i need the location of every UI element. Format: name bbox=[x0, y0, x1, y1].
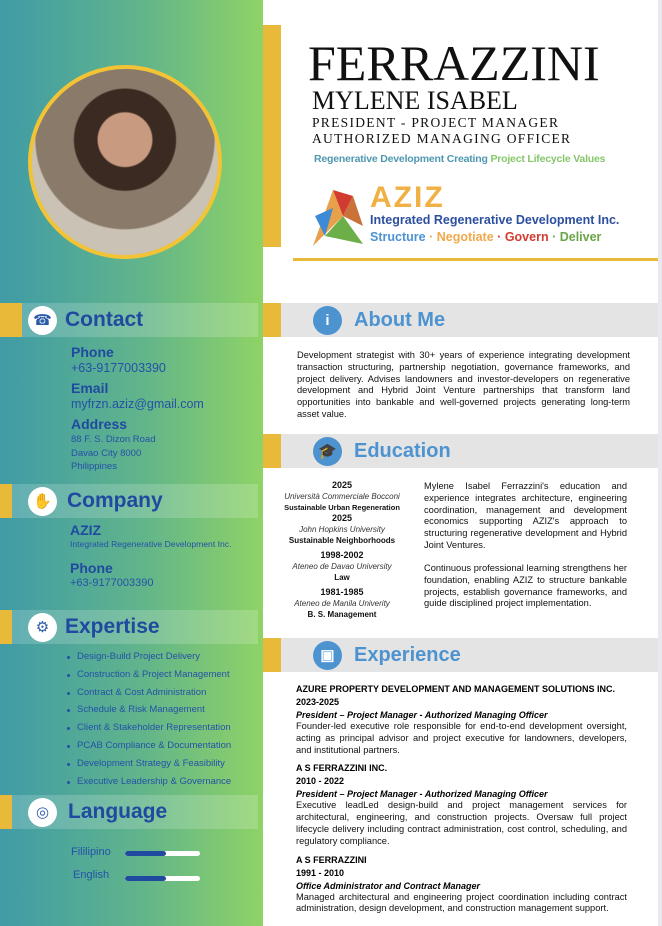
expertise-list bbox=[67, 651, 231, 793]
education-paragraph: Mylene Isabel Ferrazzini's education and experience integrates architecture, engineering coordination, management and development economics supporting AZIZ's approach to structuring regenerative development and Hybrid Joint Ventures. bbox=[424, 481, 627, 550]
header-accent-bar bbox=[263, 25, 281, 247]
job-title-1: PRESIDENT - PROJECT MANAGER bbox=[312, 115, 560, 130]
education-heading: Education bbox=[354, 440, 451, 462]
address-label: Address bbox=[71, 416, 128, 432]
about-heading: About Me bbox=[354, 309, 446, 331]
education-header bbox=[263, 434, 658, 468]
expertise-item: Schedule & Risk Management bbox=[67, 704, 231, 722]
language-level-fill bbox=[125, 851, 166, 856]
surname: FERRAZZINI bbox=[308, 35, 600, 91]
expertise-item: PCAB Compliance & Documentation bbox=[67, 740, 231, 758]
education-entry: 1981-1985 Ateneo de Manila Univerity B. S. Management bbox=[294, 587, 390, 619]
header-divider bbox=[293, 258, 658, 261]
address-line: Philippines bbox=[71, 461, 117, 472]
experience-list bbox=[296, 683, 627, 915]
job-title-2: AUTHORIZED MANAGING OFFICER bbox=[312, 131, 572, 146]
expertise-heading: Expertise bbox=[65, 615, 160, 638]
language-name: Fililipino bbox=[71, 846, 111, 858]
email-label: Email bbox=[71, 380, 109, 396]
handshake-icon: ✋ bbox=[28, 487, 57, 516]
pillar: Govern bbox=[504, 230, 549, 244]
address-line: Davao City 8000 bbox=[71, 447, 142, 459]
language-level-bar bbox=[125, 876, 200, 881]
sidebar bbox=[0, 0, 263, 926]
email-value[interactable]: myfrzn.aziz@gmail.com bbox=[71, 397, 204, 411]
phone-value: +63-9177003390 bbox=[71, 361, 166, 375]
experience-heading: Experience bbox=[354, 644, 461, 666]
tagline bbox=[314, 153, 605, 166]
job-entry: A S FERRAZZINI INC. 2010 - 2022 President – Project Manager - Authorized Managing Officer Executive leadLed design-build and project management services for architectural, engineering, and construction projects. Oversaw full project lifecycle delivery including contract administration, cost control, scheduling, and regulatory compliance. bbox=[296, 763, 627, 846]
contact-header bbox=[0, 303, 258, 337]
company-name: AZIZ bbox=[70, 522, 102, 538]
about-header bbox=[263, 303, 658, 337]
profile-photo bbox=[28, 65, 222, 259]
experience-header bbox=[263, 638, 658, 672]
pillar-separator: · bbox=[552, 230, 557, 244]
contact-book-icon: ☎ bbox=[28, 306, 57, 335]
language-name: English bbox=[73, 869, 110, 881]
language-level-fill bbox=[125, 876, 166, 881]
expertise-header bbox=[0, 610, 258, 644]
about-text: Development strategist with 30+ years of experience integrating development transaction structuring, partnership negotiation, governance frameworks, and project delivery. Advises landowners and investor-developers on regenerative development and Hybrid Joint Venture partnerships that transform land opportunities into bankable and well-governed projects generating long-term asset value. bbox=[297, 350, 630, 419]
logo-company: Integrated Regenerative Development Inc. bbox=[370, 213, 620, 227]
company-heading: Company bbox=[67, 489, 163, 512]
company-info bbox=[70, 522, 262, 590]
expertise-item: Client & Stakeholder Representation bbox=[67, 722, 231, 740]
company-full-name: Integrated Regenerative Development Inc. bbox=[70, 539, 232, 549]
tagline-part: Regenerative Development Creating bbox=[314, 153, 491, 165]
given-names: MYLENE ISABEL bbox=[312, 86, 518, 115]
logo-name: AZIZ bbox=[370, 181, 445, 214]
education-entry: 2025 John Hopkins University Sustainable Neighborhoods bbox=[288, 513, 396, 545]
pillar: Negotiate bbox=[436, 230, 494, 244]
expertise-item: Contract & Cost Administration bbox=[67, 687, 231, 705]
phone-label: Phone bbox=[71, 344, 114, 360]
contact-info bbox=[71, 344, 204, 474]
contact-heading: Contact bbox=[65, 308, 144, 331]
graduation-cap-icon: 🎓 bbox=[313, 437, 342, 466]
pillar-separator: · bbox=[429, 230, 434, 244]
pillar: Deliver bbox=[559, 230, 602, 244]
company-phone-label: Phone bbox=[70, 560, 113, 576]
globe-chat-icon: ◎ bbox=[28, 798, 57, 827]
briefcase-icon: ▣ bbox=[313, 641, 342, 670]
expertise-item: Executive Leadership & Governance bbox=[67, 776, 231, 794]
language-heading: Language bbox=[68, 800, 168, 823]
education-entries bbox=[272, 480, 412, 620]
logo-pillars bbox=[370, 230, 601, 245]
aziz-logo-mark-icon bbox=[303, 186, 369, 250]
language-header bbox=[0, 795, 258, 829]
expertise-item: Construction & Project Management bbox=[67, 669, 231, 687]
education-paragraph: Continuous professional learning strengthens her foundation, enabling AZIZ to structure bankable projects, establish governance frameworks, and guide disciplined project implementation. bbox=[424, 563, 627, 609]
info-icon: i bbox=[313, 306, 342, 335]
brain-gear-icon: ⚙ bbox=[28, 613, 57, 642]
address-line: 88 F. S. Dizon Road bbox=[71, 434, 156, 445]
pillar: Structure bbox=[370, 230, 426, 244]
company-header bbox=[0, 484, 258, 518]
expertise-item: Development Strategy & Feasibility bbox=[67, 758, 231, 776]
tagline-part: Project Lifecycle Values bbox=[490, 153, 606, 165]
language-level-bar bbox=[125, 851, 200, 856]
company-phone: +63-9177003390 bbox=[70, 577, 154, 589]
education-entry: 2025 Università Commerciale Bocconi Sustainable Urban Regeneration bbox=[284, 480, 400, 512]
job-entry: AZURE PROPERTY DEVELOPMENT AND MANAGEMENT SOLUTIONS INC. 2023-2025 President – Project Manager - Authorized Managing Officer Founder-led executive role responsible for end-to-end development oversight, acting as principal advisor and project executive for landowners, developers, and institutional partners. bbox=[296, 684, 627, 755]
pillar-separator: · bbox=[497, 230, 502, 244]
education-entry: 1998-2002 Ateneo de Davao University Law bbox=[292, 550, 392, 582]
job-entry: A S FERRAZZINI 1991 - 2010 Office Administrator and Contract Manager Managed architectural and engineering project coordination including contract administration, design development, and construction management support. bbox=[296, 854, 627, 914]
expertise-item: Design-Build Project Delivery bbox=[67, 651, 231, 669]
page-edge bbox=[658, 0, 662, 926]
